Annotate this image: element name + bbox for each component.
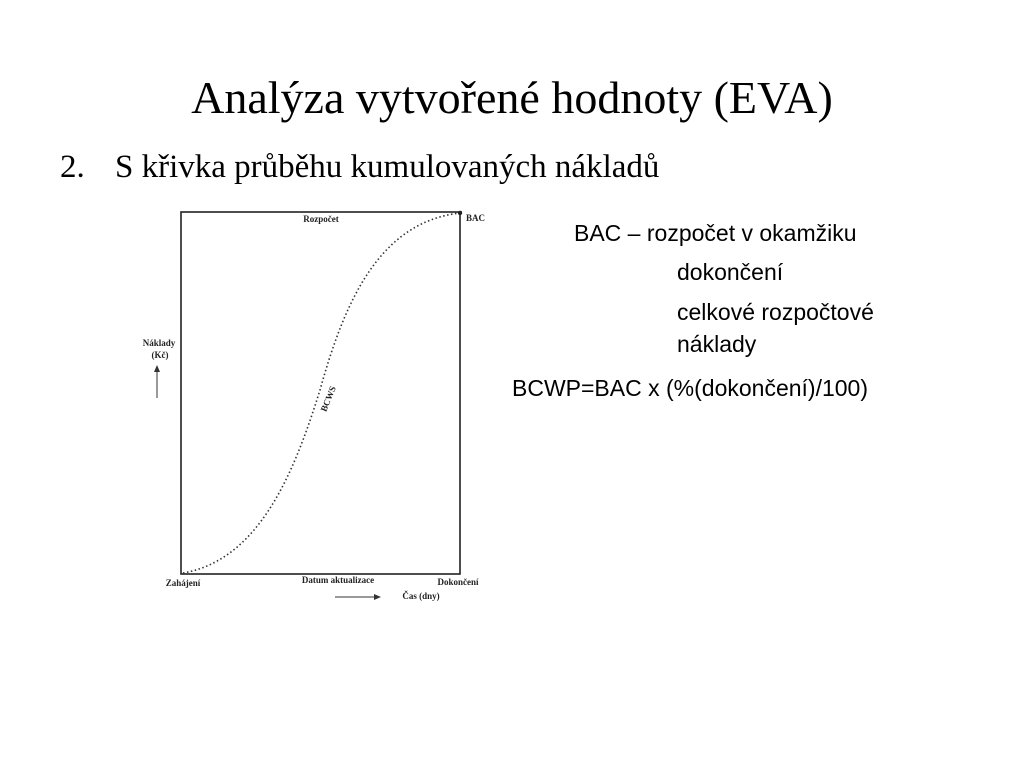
bcws-curve-label: BCWS bbox=[318, 384, 338, 414]
bac-definition: BAC – rozpočet v okamžiku bbox=[574, 220, 857, 246]
x-axis-arrowhead bbox=[374, 594, 381, 600]
bcws-curve bbox=[183, 213, 460, 573]
status-date-label: Datum aktualizace bbox=[301, 575, 375, 585]
y-axis-label: Náklady bbox=[142, 338, 176, 348]
bcwp-formula: BCWP=BAC x (%(dokončení)/100) bbox=[512, 375, 868, 401]
subtitle-text: S křivka průběhu kumulovaných nákladů bbox=[115, 149, 660, 185]
bac-label: BAC bbox=[466, 213, 486, 223]
y-axis-unit: (Kč) bbox=[151, 350, 169, 360]
bac-definition-continued: dokončení bbox=[677, 259, 784, 285]
subtitle-number: 2. bbox=[60, 149, 85, 185]
budget-label: Rozpočet bbox=[303, 214, 339, 224]
total-budget-line2: náklady bbox=[677, 331, 757, 357]
total-budget-definition bbox=[677, 298, 874, 358]
total-budget-line1: celkové rozpočtové bbox=[677, 299, 874, 325]
finish-label: Dokončení bbox=[437, 577, 479, 587]
start-label: Zahájení bbox=[165, 578, 201, 588]
y-axis-arrowhead bbox=[154, 365, 160, 372]
slide-title: Analýza vytvořené hodnoty (EVA) bbox=[191, 72, 833, 123]
bac-point bbox=[458, 211, 462, 215]
diagram-frame bbox=[181, 212, 460, 574]
x-axis-label: Čas (dny) bbox=[402, 591, 440, 601]
